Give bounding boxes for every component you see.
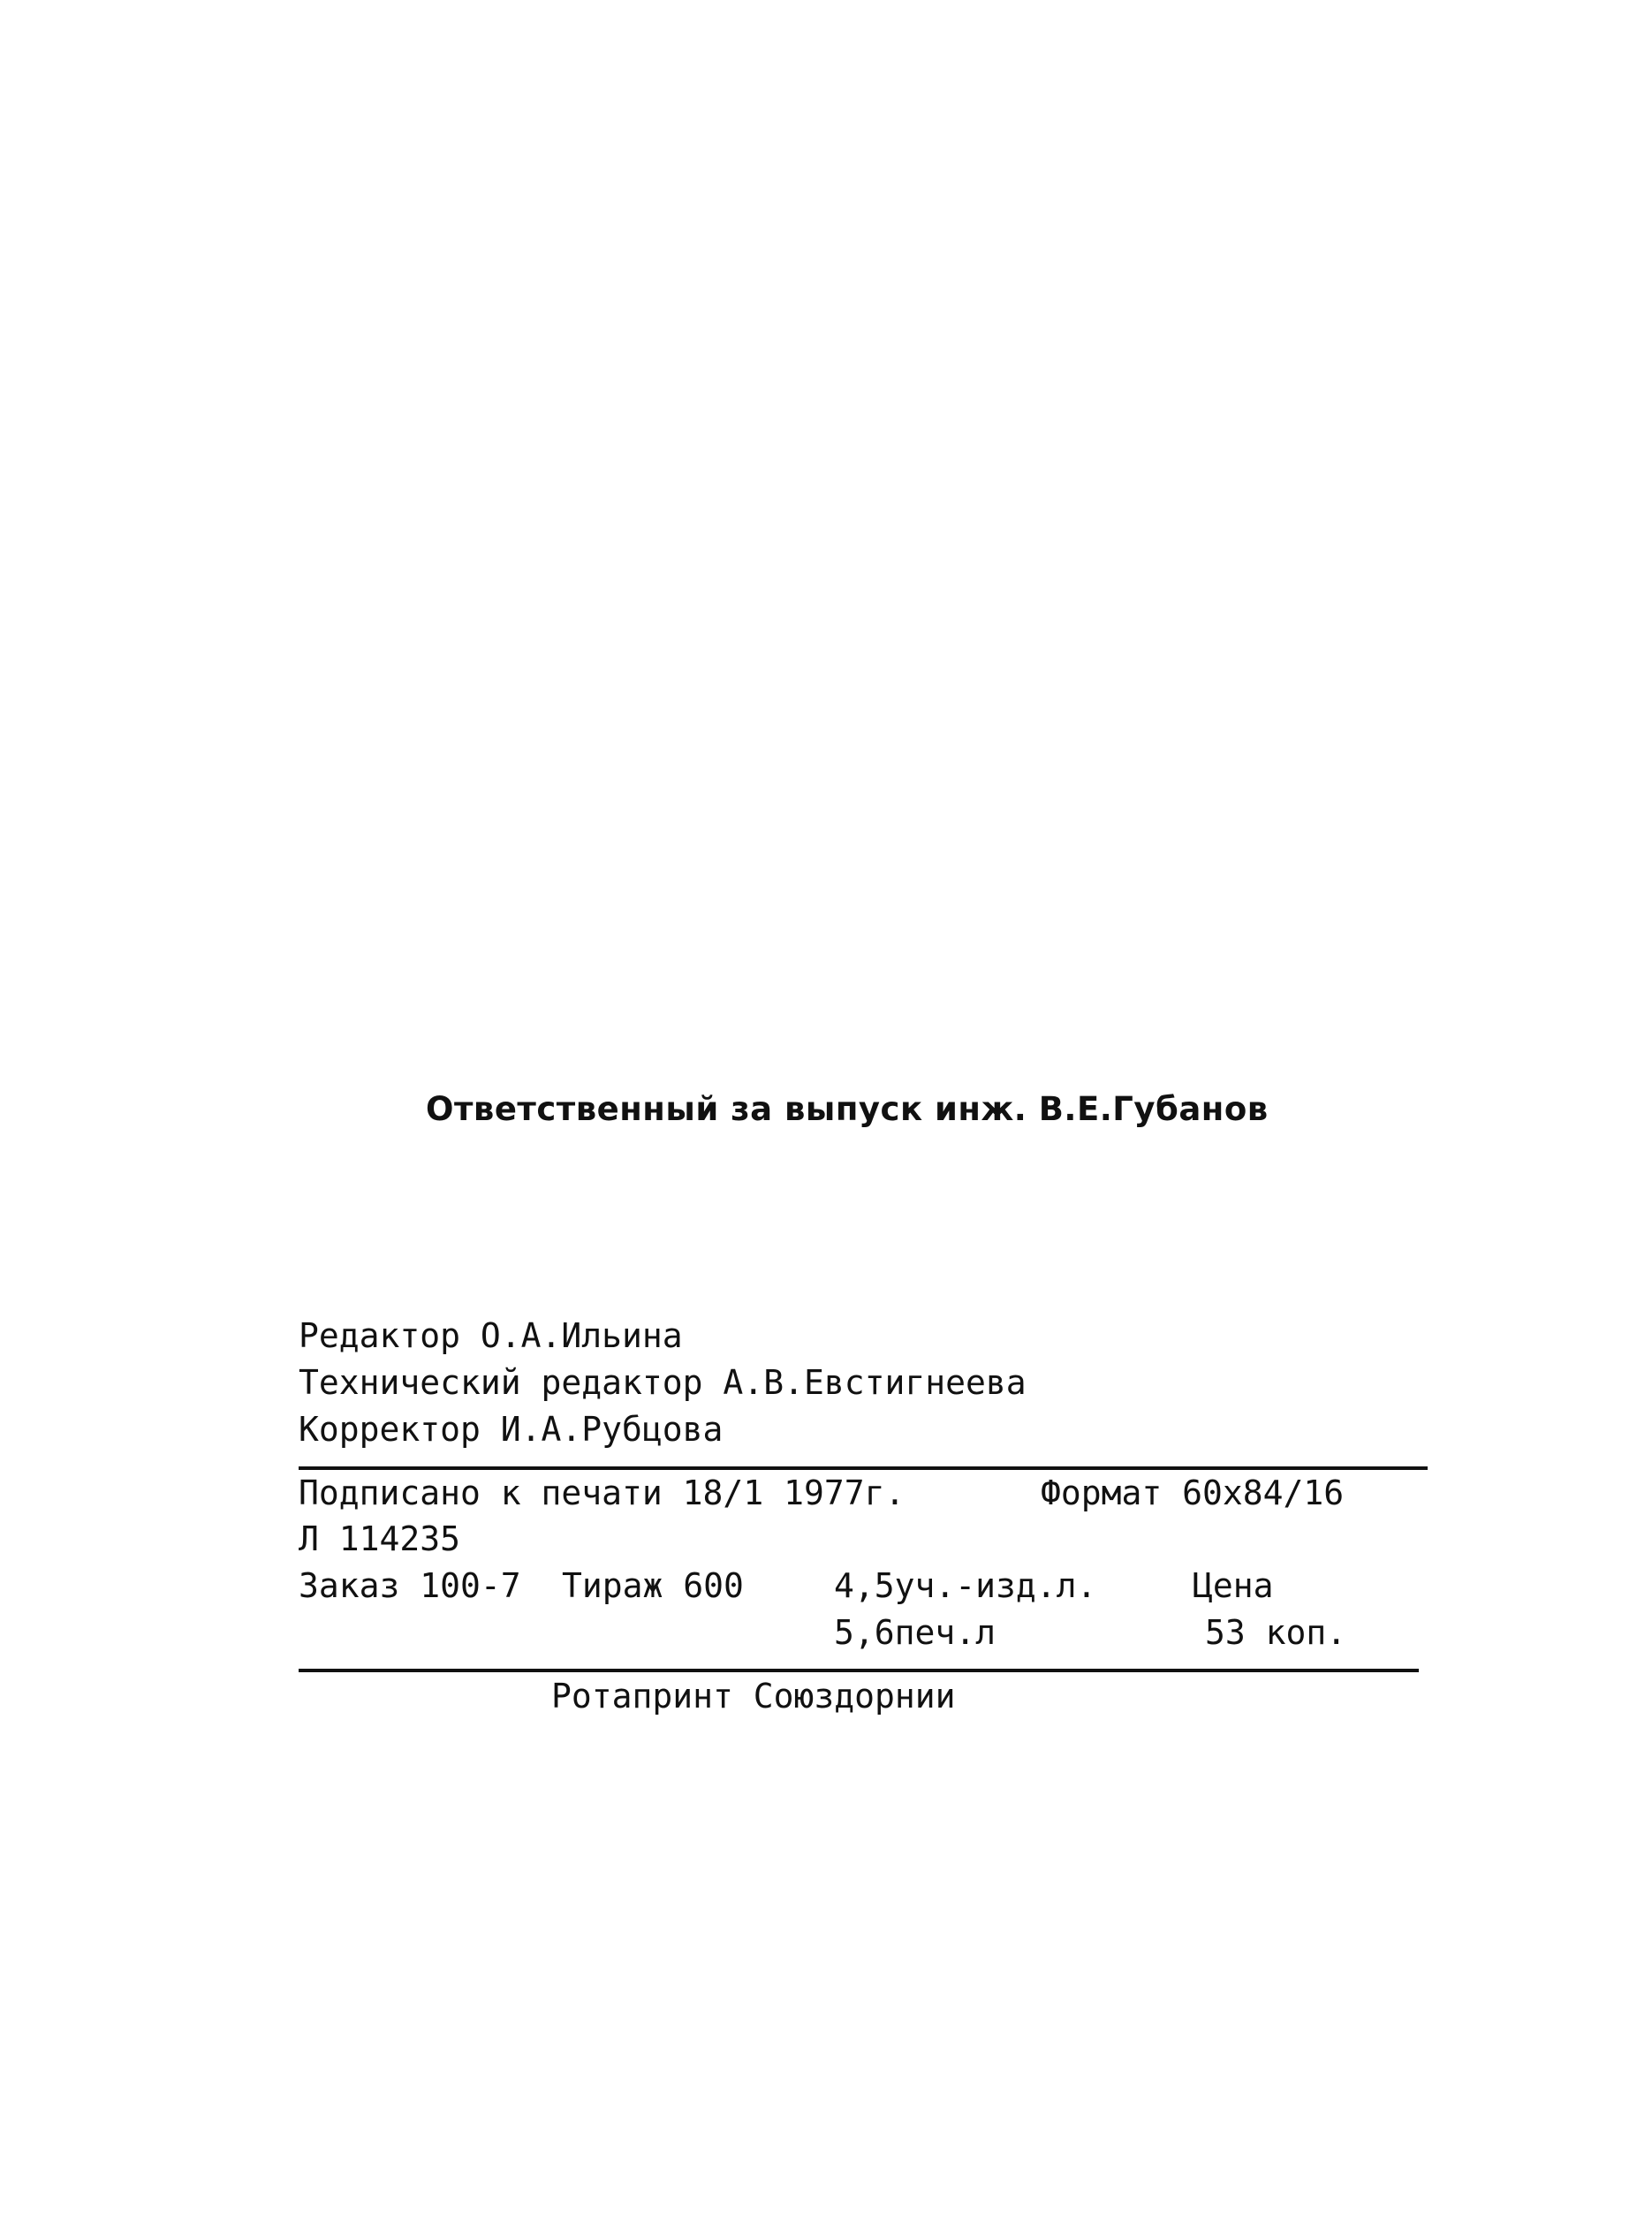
order-number: Заказ 100-7 (299, 1566, 521, 1605)
print-run: Тираж 600 (562, 1566, 744, 1605)
publisher-sheets: 4,5уч.-изд.л. (834, 1566, 1097, 1605)
signed-to-print: Подписано к печати 18/1 1977г. (299, 1473, 906, 1512)
license-number: Л 114235 (299, 1519, 461, 1558)
paper-format: Формат 60х84/16 (1041, 1473, 1345, 1512)
tech-editor-line: Технический редактор А.В.Евстигнеева (299, 1363, 1027, 1402)
imprint-bottom-rule (299, 1669, 1419, 1672)
imprint-top-rule (299, 1466, 1428, 1470)
editor-line: Редактор О.А.Ильина (299, 1316, 683, 1355)
responsible-for-release: Ответственный за выпуск инж. В.Е.Губанов (426, 1090, 1269, 1128)
printer-name: Ротапринт Союздорнии (551, 1677, 956, 1716)
price-value: 53 коп. (1205, 1613, 1347, 1652)
price-label: Цена (1193, 1566, 1274, 1605)
corrector-line: Корректор И.А.Рубцова (299, 1410, 724, 1449)
printed-sheets: 5,6печ.л (834, 1613, 997, 1652)
